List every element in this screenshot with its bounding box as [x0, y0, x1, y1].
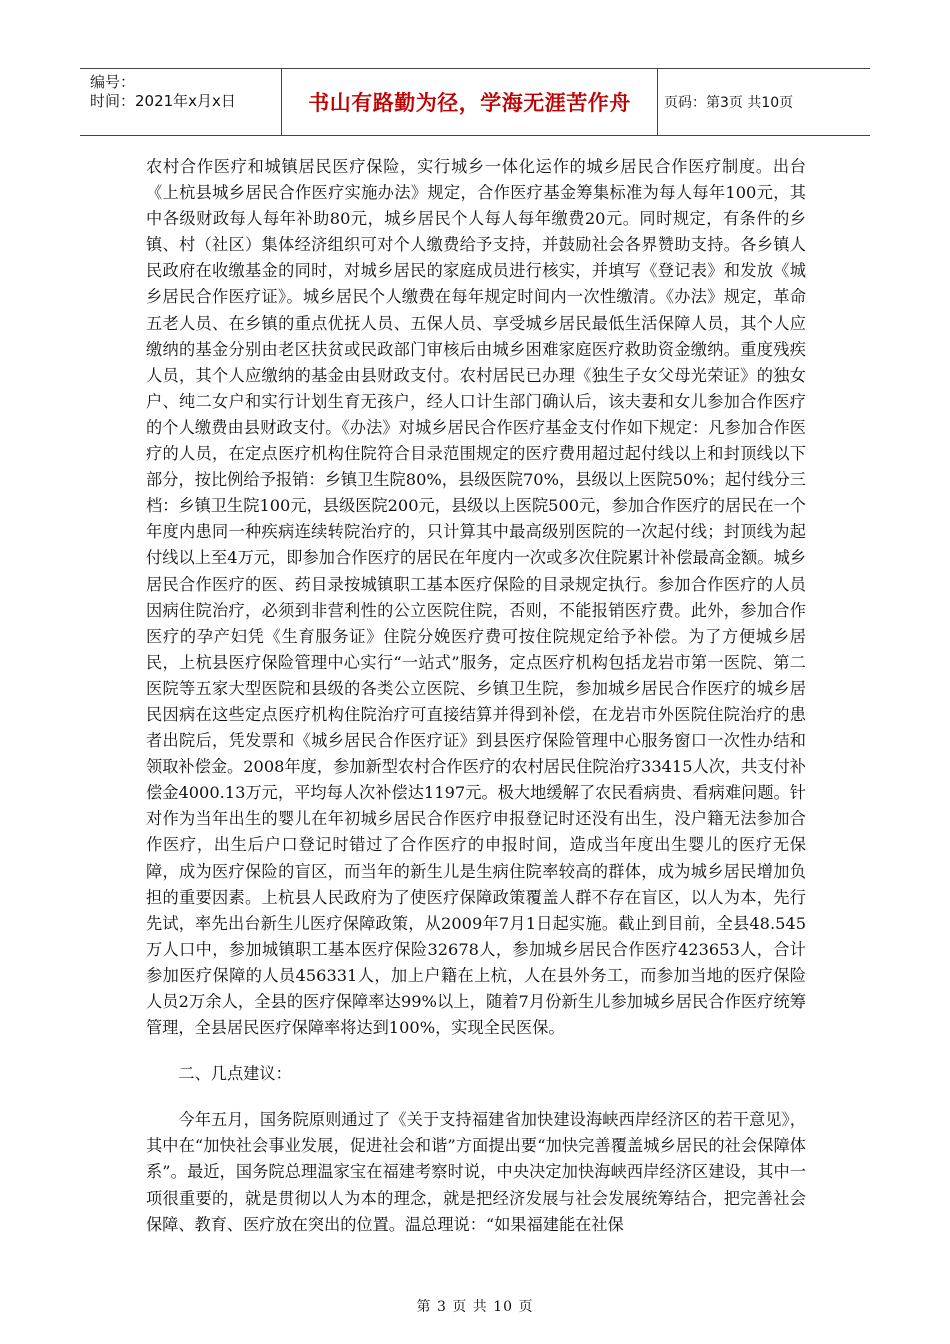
document-number-label: 编号：	[90, 73, 136, 91]
page-header	[80, 68, 870, 136]
header-motto: 书山有路勤为径，学海无涯苦作舟	[282, 69, 658, 135]
header-meta	[80, 69, 282, 135]
body-paragraph: 今年五月，国务院原则通过了《关于支持福建省加快建设海峡西岸经济区的若干意见》，其中在“加快社会事业发展，促进社会和谐”方面提出要“加快完善覆盖城乡居民的社会保障体系”。最近，国务院总理温家宝在福建考察时说，中央决定加快海峡西岸经济区建设，其中一项很重要的，就是贯彻以人为本的理念，就是把经济发展与社会发展统筹结合，把完善社会保障、教育、医疗放在突出的位置。温总理说：“如果福建能在社保	[146, 1110, 806, 1234]
document-body	[146, 154, 806, 1238]
section-heading: 二、几点建议：	[178, 1064, 292, 1084]
body-paragraph: 农村合作医疗和城镇居民医疗保险，实行城乡一体化运作的城乡居民合作医疗制度。出台《上杭县城乡居民合作医疗实施办法》规定，合作医疗基金筹集标准为每人每年100元，其中各级财政每人每年补助80元，城乡居民个人每人每年缴费20元。同时规定，有条件的乡镇、村（社区）集体经济组织可对个人缴费给予支持，并鼓励社会各界赞助支持。各乡镇人民政府在收缴基金的同时，对城乡居民的家庭成员进行核实，并填写《登记表》和发放《城乡居民合作医疗证》。城乡居民个人缴费在每年规定时间内一次性缴清。《办法》规定，革命五老人员、在乡镇的重点优抚人员、五保人员、享受城乡居民最低生活保障人员，其个人应缴纳的基金分别由老区扶贫或民政部门审核后由城乡困难家庭医疗救助资金缴纳。重度残疾人员，其个人应缴纳的基金由县财政支付。农村居民已办理《独生子女父母光荣证》的独女户、纯二女户和实行计划生育无孩户，经人口计生部门确认后，该夫妻和女儿参加合作医疗的个人缴费由县财政支付。《办法》对城乡居民合作医疗基金支付作如下规定：凡参加合作医疗的人员，在定点医疗机构住院符合目录范围规定的医疗费用超过起付线以上和封顶线以下部分，按比例给予报销：乡镇卫生院80%，县级医院70%，县级以上医院50%；起付线分三档：乡镇卫生院100元，县级医院200元，县级以上医院500元，参加合作医疗的居民在一个年度内患同一种疾病连续转院治疗的，只计算其中最高级别医院的一次起付线；封顶线为起付线以上至4万元，即参加合作医疗的居民在年度内一次或多次住院累计补偿最高金额。城乡居民合作医疗的医、药目录按城镇职工基本医疗保险的目录规定执行。参加合作医疗的人员因病住院治疗，必须到非营利性的公立医院住院，否则，不能报销医疗费。此外，参加合作医疗的孕产妇凭《生育服务证》住院分娩医疗费可按住院规定给予补偿。为了方便城乡居民，上杭县医疗保险管理中心实行“一站式”服务，定点医疗机构包括龙岩市第一医院、第二医院等五家大型医院和县级的各类公立医院、乡镇卫生院，参加城乡居民合作医疗的城乡居民因病在这些定点医疗机构住院治疗可直接结算并得到补偿，在龙岩市外医院住院治疗的患者出院后，凭发票和《城乡居民合作医疗证》到县医疗保险管理中心服务窗口一次性办结和领取补偿金。2008年度，参加新型农村合作医疗的农村居民住院治疗33415人次，共支付补偿金4000.13万元，平均每人次补偿达1197元。极大地缓解了农民看病贵、看病难问题。针对作为当年出生的婴儿在年初城乡居民合作医疗申报登记时还没有出生，没户籍无法参加合作医疗，出生后户口登记时错过了合作医疗的申报时间，造成当年度出生婴儿的医疗无保障，成为医疗保险的盲区，而当年的新生儿是生病住院率较高的群体，成为城乡居民增加负担的重要因素。上杭县人民政府为了使医疗保障政策覆盖人群不存在盲区，以人为本，先行先试，率先出台新生儿医疗保障政策，从2009年7月1日起实施。截止到目前，全县48.545万人口中，参加城镇职工基本医疗保险32678人，参加城乡居民合作医疗423653人，合计参加医疗保障的人员456331人，加上户籍在上杭，人在县外务工，而参加当地的医疗保险人员2万余人，全县的医疗保障率达99%以上，随着7月份新生儿参加城乡居民合作医疗统筹管理，全县居民医疗保障率将达到100%，实现全民医保。	[146, 157, 806, 1038]
header-page-label: 页码：第3页 共10页	[664, 95, 794, 111]
document-time-label: 时间：2021年x月x日	[90, 92, 236, 110]
page-footer: 第 3 页 共 10 页	[416, 1299, 534, 1315]
